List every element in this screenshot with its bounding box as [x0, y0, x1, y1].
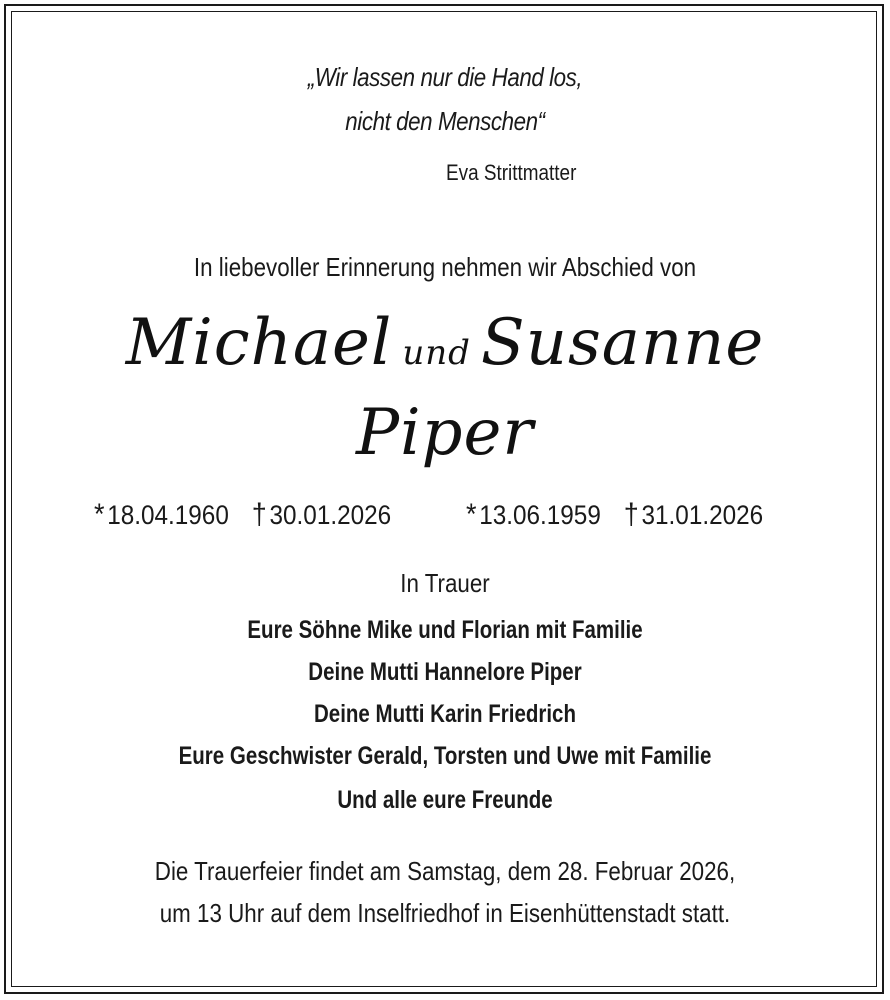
intro-text: In liebevoller Erinnerung nehmen wir Abschied von — [193, 252, 697, 282]
death-date: 31.01.2026 — [641, 500, 764, 530]
mourner-line: Deine Mutti Karin Friedrich — [314, 700, 576, 728]
first-name-2: Susanne — [480, 306, 765, 380]
mourner-line: Deine Mutti Hannelore Piper — [308, 658, 582, 686]
deceased-surname: Piper — [356, 396, 534, 470]
dates-michael — [94, 498, 391, 532]
birth-symbol: * — [466, 498, 477, 531]
death-symbol: † — [251, 498, 267, 531]
mourner-line: Eure Geschwister Gerald, Torsten und Uwe mit Familie — [178, 742, 712, 770]
death-symbol: † — [623, 498, 639, 531]
birth-date: 18.04.1960 — [107, 500, 229, 530]
quote-line-1: „Wir lassen nur die Hand los, — [307, 62, 583, 92]
quote-author: Eva Strittmatter — [446, 160, 577, 185]
mourner-line: Und alle eure Freunde — [337, 786, 553, 814]
funeral-info-line-2: um 13 Uhr auf dem Inselfriedhof in Eisenhüttenstadt statt. — [159, 898, 731, 928]
names-conjunction: und — [402, 333, 471, 373]
mourner-line: Eure Söhne Mike und Florian mit Familie — [247, 616, 643, 644]
deceased-names — [0, 306, 890, 380]
dates-susanne — [466, 498, 763, 532]
mourning-label: In Trauer — [400, 568, 490, 598]
funeral-info-line-1: Die Trauerfeier findet am Samstag, dem 28. Februar 2026, — [154, 856, 736, 886]
birth-date: 13.06.1959 — [479, 500, 601, 530]
death-date: 30.01.2026 — [269, 500, 392, 530]
first-name-1: Michael — [125, 306, 393, 380]
quote-line-2: nicht den Menschen“ — [345, 106, 545, 136]
birth-symbol: * — [94, 498, 105, 531]
